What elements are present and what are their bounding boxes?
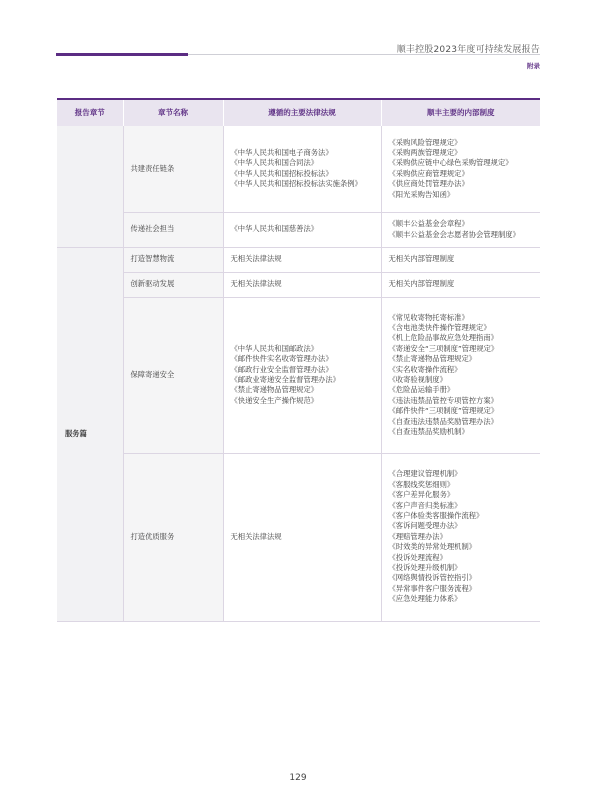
policy-item: 《采购供应商管理规定》 xyxy=(388,168,469,178)
policy-item: 《客服线奖惩细则》 xyxy=(388,479,455,489)
policies-cell xyxy=(381,212,540,247)
policy-item: 《常见收寄物托寄标准》 xyxy=(388,312,469,322)
policy-item: 《合理建议管理机制》 xyxy=(388,469,462,479)
policy-item: 《机上危险品事故应急处理指南》 xyxy=(388,333,498,343)
section-name-cell: 打造优质服务 xyxy=(123,453,223,621)
laws-cell xyxy=(223,453,381,621)
law-item: 《中华人民共和国招标投标法实施条例》 xyxy=(230,179,362,189)
section-tag: 附录 xyxy=(527,62,540,70)
section-name-cell: 共建责任链条 xyxy=(123,126,223,212)
policy-item: 无相关内部管理制度 xyxy=(388,254,455,264)
header-accent-bar xyxy=(56,53,188,56)
table-row xyxy=(57,212,540,247)
policy-item: 《邮件快件“三项制度”管理规定》 xyxy=(388,406,499,416)
policy-item: 《供应商处罚管理办法》 xyxy=(388,179,469,189)
table-row xyxy=(57,272,540,297)
table-row xyxy=(57,247,540,272)
policy-item: 《采购风险管理规定》 xyxy=(388,137,462,147)
policy-item: 《顺丰公益基金会志愿者协会管理制度》 xyxy=(388,229,520,239)
policy-item: 《采购两族管理规定》 xyxy=(388,147,462,157)
policy-item: 《投诉处理升级机制》 xyxy=(388,563,462,573)
section-name-cell: 打造智慧物流 xyxy=(123,247,223,272)
policy-item: 《实名收寄操作流程》 xyxy=(388,364,462,374)
laws-cell xyxy=(223,212,381,247)
section-name-cell: 传递社会担当 xyxy=(123,212,223,247)
law-item: 《快递安全生产操作规范》 xyxy=(230,395,319,405)
law-item: 《禁止寄递物品管理规定》 xyxy=(230,385,319,395)
law-item: 无相关法律法规 xyxy=(230,254,282,264)
report-title: 顺丰控股2023年度可持续发展报告 xyxy=(396,45,540,55)
table-row xyxy=(57,126,540,212)
table-row xyxy=(57,297,540,453)
law-item: 《邮政业寄递安全监督管理办法》 xyxy=(230,375,340,384)
policy-item: 《采购供应链中心绿色采购管理规定》 xyxy=(388,158,513,168)
law-item: 《中华人民共和国电子商务法》 xyxy=(230,147,333,157)
section-name-cell: 保障寄递安全 xyxy=(123,297,223,453)
policy-item: 《投诉处理流程》 xyxy=(388,552,447,562)
law-policy-table-container xyxy=(57,98,540,622)
header-section-name: 章节名称 xyxy=(123,99,223,126)
law-item: 无相关法律法规 xyxy=(230,531,282,541)
policy-item: 《客户声音归类标准》 xyxy=(388,500,462,510)
policy-item: 《时效类的异常处理机制》 xyxy=(388,542,477,552)
law-item: 无相关法律法规 xyxy=(230,279,282,289)
policies-cell xyxy=(381,453,540,621)
policy-item: 《客户差异化服务》 xyxy=(388,490,455,500)
policy-item: 《寄递安全“三项制度”管理规定》 xyxy=(388,343,499,353)
header-policies: 顺丰主要的内部制度 xyxy=(381,99,540,126)
policy-item: 《阳光采购告知函》 xyxy=(388,189,455,199)
policy-item: 《危险品运输手册》 xyxy=(388,385,455,395)
law-item: 《邮政行业安全监督管理办法》 xyxy=(230,364,333,374)
table-row xyxy=(57,453,540,621)
chapter-cell xyxy=(57,126,123,247)
policy-item: 《异常事件客户服务流程》 xyxy=(388,583,477,593)
policy-item: 无相关内部管理制度 xyxy=(388,279,455,289)
policy-item: 《自查违法违禁品奖励管理办法》 xyxy=(388,416,498,426)
policy-item: 《应急处理能力体系》 xyxy=(388,594,462,604)
policy-item: 《客诉问题受理办法》 xyxy=(388,521,462,531)
chapter-cell: 服务篇 xyxy=(57,247,123,621)
policy-item: 《顺丰公益基金会章程》 xyxy=(388,219,469,229)
header-laws: 遵循的主要法律法规 xyxy=(223,99,381,126)
law-item: 《中华人民共和国邮政法》 xyxy=(230,343,319,353)
laws-cell xyxy=(223,272,381,297)
policy-item: 《收寄验视制度》 xyxy=(388,375,447,384)
policies-cell xyxy=(381,272,540,297)
policy-item: 《网络舆情投诉管控指引》 xyxy=(388,573,477,583)
policy-item: 《客户体验类客服操作流程》 xyxy=(388,510,484,520)
policy-item: 《理赔管理办法》 xyxy=(388,531,447,541)
law-item: 《中华人民共和国招标投标法》 xyxy=(230,168,333,178)
law-policy-table xyxy=(57,98,540,622)
header-report-chapter: 报告章节 xyxy=(57,99,123,126)
laws-cell xyxy=(223,126,381,212)
policy-item: 《禁止寄递物品管理规定》 xyxy=(388,354,477,364)
section-name-cell: 创新驱动发展 xyxy=(123,272,223,297)
policy-item: 《违法违禁品管控专项管控方案》 xyxy=(388,395,498,405)
law-item: 《邮件快件实名收寄管理办法》 xyxy=(230,354,333,364)
laws-cell xyxy=(223,247,381,272)
law-item: 《中华人民共和国合同法》 xyxy=(230,158,319,168)
policy-item: 《自查违禁品奖励机制》 xyxy=(388,427,469,437)
laws-cell xyxy=(223,297,381,453)
policies-cell xyxy=(381,297,540,453)
law-item: 《中华人民共和国慈善法》 xyxy=(230,224,319,234)
policy-item: 《含电池类快件操作管理规定》 xyxy=(388,322,491,332)
page-number: 129 xyxy=(289,773,307,783)
policies-cell xyxy=(381,126,540,212)
policies-cell xyxy=(381,247,540,272)
table-header-row xyxy=(57,99,540,126)
